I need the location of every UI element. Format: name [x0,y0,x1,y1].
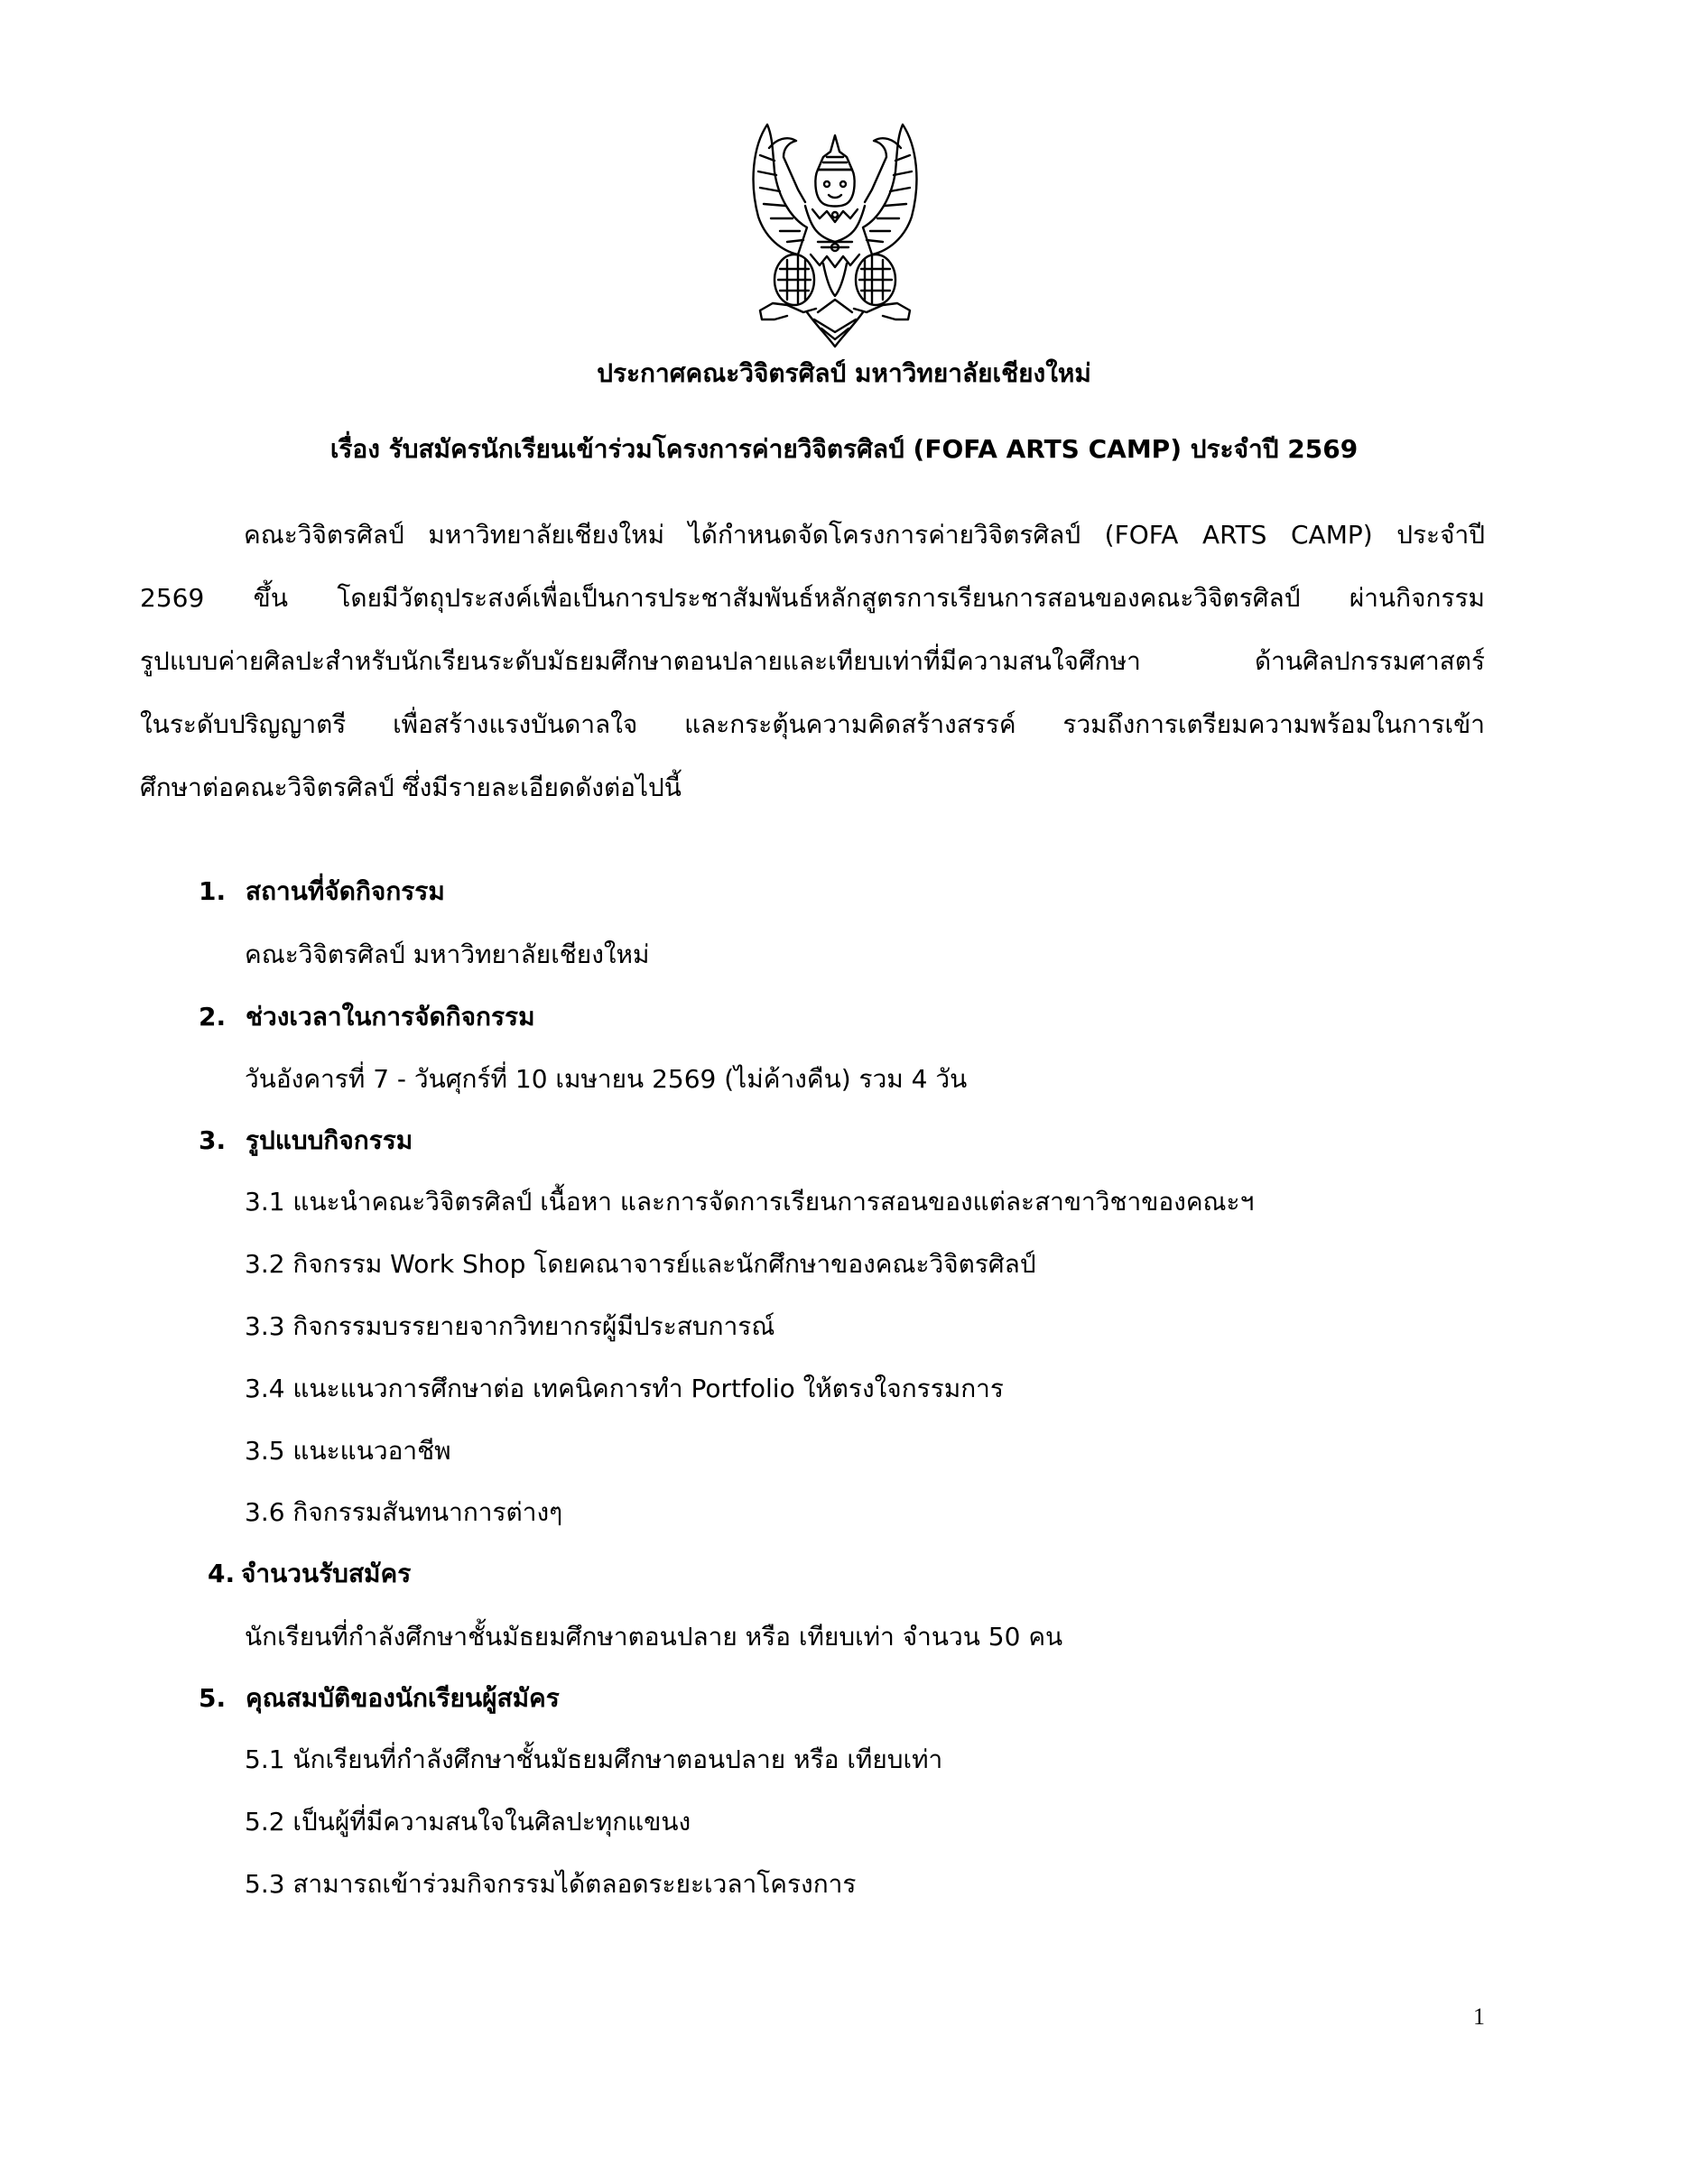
activity-item: 3.6 กิจกรรมสันทนาการต่างๆ [245,1497,563,1527]
intro-line: ศึกษาต่อคณะวิจิตรศิลป์ ซึ่งมีรายละเอียดดังต่อไปนี้ [140,773,682,802]
qualification-item: 5.1 นักเรียนที่กำลังศึกษาชั้นมัธยมศึกษาตอนปลาย หรือ เทียบเท่า [245,1744,943,1774]
qualification-item: 5.2 เป็นผู้ที่มีความสนใจในศิลปะทุกแขนง [245,1807,691,1837]
section-text: นักเรียนที่กำลังศึกษาชั้นมัธยมศึกษาตอนปลาย หรือ เทียบเท่า จำนวน 50 คน [245,1622,1063,1652]
section-heading: คุณสมบัติของนักเรียนผู้สมัคร [246,1683,560,1713]
section-text: คณะวิจิตรศิลป์ มหาวิทยาลัยเชียงใหม่ [245,939,650,969]
activity-item: 3.4 แนะแนวการศึกษาต่อ เทคนิคการทำ Portfolio ให้ตรงใจกรรมการ [245,1374,1004,1403]
garuda-emblem-icon [733,119,937,350]
section-heading: รูปแบบกิจกรรม [246,1125,413,1155]
section-number: 5. [199,1683,227,1713]
activity-item: 3.5 แนะแนวอาชีพ [245,1436,451,1466]
announcement-subject: เรื่อง รับสมัครนักเรียนเข้าร่วมโครงการค่ายวิจิตรศิลป์ (FOFA ARTS CAMP) ประจำปี 2569 [329,434,1359,464]
section-number: 4. [208,1559,236,1588]
section-heading: จำนวนรับสมัคร [241,1559,412,1588]
section-heading: สถานที่จัดกิจกรรม [246,876,445,906]
intro-line: 2569 ขึ้น โดยมีวัตถุประสงค์เพื่อเป็นการประชาสัมพันธ์หลักสูตรการเรียนการสอนของคณะวิจิตรศิลป์ ผ่านกิจกรรม [140,583,1485,613]
section-number: 1. [199,876,227,906]
section-number: 2. [199,1002,227,1032]
section-text: วันอังคารที่ 7 - วันศุกร์ที่ 10 เมษายน 2569 (ไม่ค้างคืน) รวม 4 วัน [245,1064,968,1094]
activity-item: 3.1 แนะนำคณะวิจิตรศิลป์ เนื้อหา และการจัดการเรียนการสอนของแต่ละสาขาวิชาของคณะฯ [245,1187,1255,1217]
qualification-item: 5.3 สามารถเข้าร่วมกิจกรรมได้ตลอดระยะเวลาโครงการ [245,1869,857,1899]
intro-line: รูปแบบค่ายศิลปะสำหรับนักเรียนระดับมัธยมศึกษาตอนปลายและเทียบเท่าที่มีความสนใจศึกษา ด้านศิลปกรรมศาสตร์ [140,646,1485,676]
announcement-title: ประกาศคณะวิจิตรศิลป์ มหาวิทยาลัยเชียงใหม่ [597,358,1091,388]
activity-item: 3.3 กิจกรรมบรรยายจากวิทยากรผู้มีประสบการณ์ [245,1311,775,1341]
section-heading: ช่วงเวลาในการจัดกิจกรรม [246,1002,535,1032]
activity-item: 3.2 กิจกรรม Work Shop โดยคณาจารย์และนักศึกษาของคณะวิจิตรศิลป์ [245,1249,1036,1279]
intro-line: คณะวิจิตรศิลป์ มหาวิทยาลัยเชียงใหม่ ได้กำหนดจัดโครงการค่ายวิจิตรศิลป์ (FOFA ARTS CAMP) ประจำปี [244,520,1485,550]
page-number: 1 [1473,2004,1485,2030]
intro-line: ในระดับปริญญาตรี เพื่อสร้างแรงบันดาลใจ และกระตุ้นความคิดสร้างสรรค์ รวมถึงการเตรียมความพร้อมในการเข้า [140,709,1485,739]
section-number: 3. [199,1125,227,1155]
